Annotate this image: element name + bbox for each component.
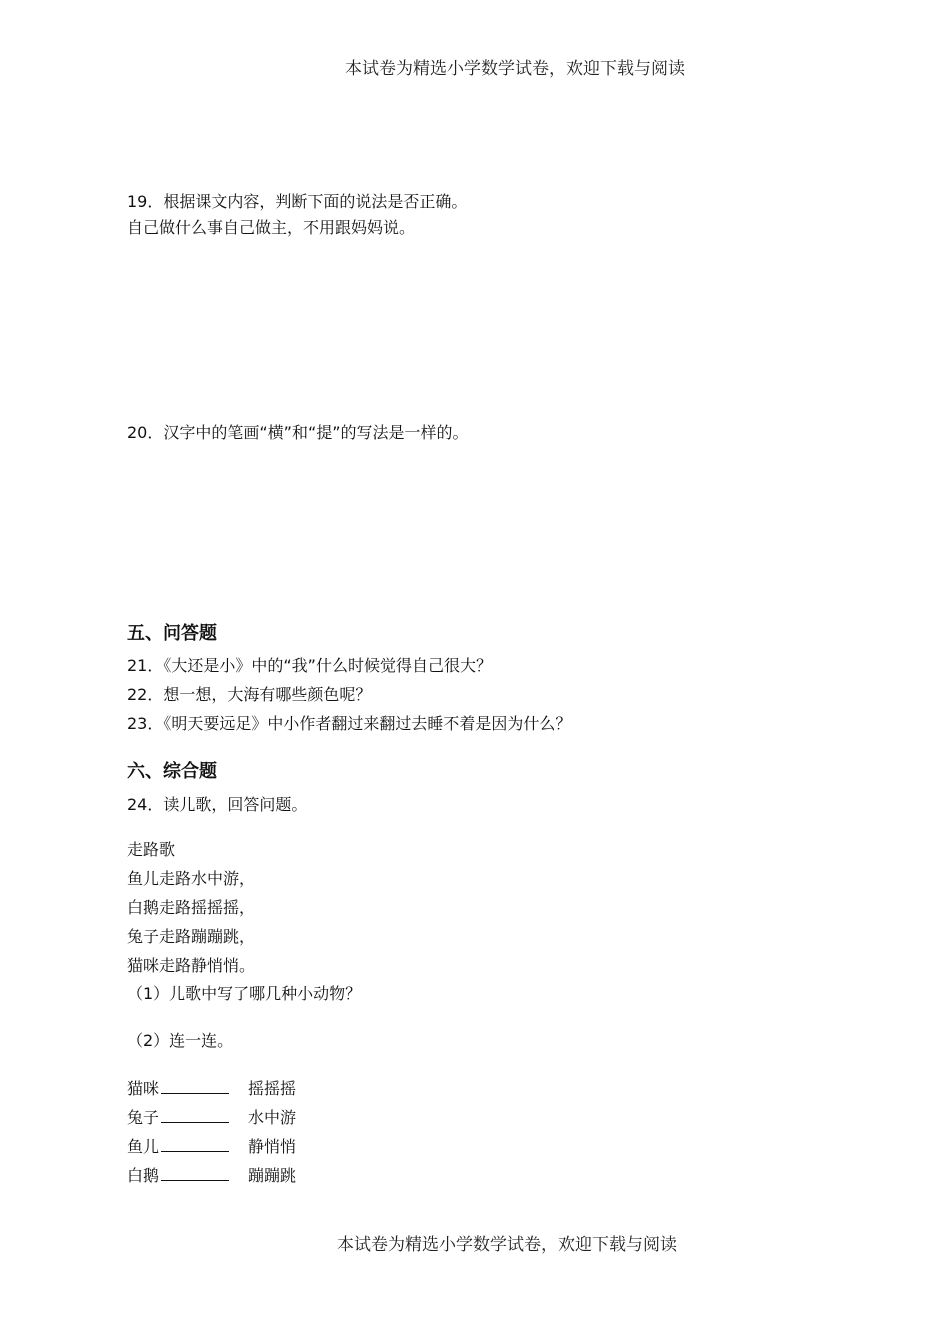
question-number: 21．	[127, 656, 164, 675]
question-number: 19．	[127, 192, 164, 211]
page-header: 本试卷为精选小学数学试卷，欢迎下载与阅读	[345, 59, 685, 79]
match-left: 鱼儿	[127, 1137, 160, 1156]
sub-question-1: （1）儿歌中写了哪几种小动物？	[127, 984, 362, 1003]
question-text: 汉字中的笔画“横”和“提”的写法是一样的。	[163, 423, 469, 442]
match-row	[127, 1108, 229, 1128]
question-number: 22．	[127, 685, 164, 704]
question-text: 《大还是小》中的“我”什么时候觉得自己很大？	[163, 656, 492, 675]
poem-line: 兔子走路蹦蹦跳，	[127, 927, 256, 946]
answer-blank[interactable]	[161, 1108, 229, 1123]
answer-blank[interactable]	[161, 1166, 229, 1181]
poem-line: 白鹅走路摇摇摇，	[127, 898, 256, 917]
poem-line: 鱼儿走路水中游，	[127, 869, 256, 888]
answer-blank[interactable]	[161, 1137, 229, 1152]
match-row	[127, 1137, 229, 1157]
match-right: 蹦蹦跳	[248, 1166, 297, 1185]
page-footer: 本试卷为精选小学数学试卷，欢迎下载与阅读	[337, 1235, 677, 1255]
question-19-statement: 自己做什么事自己做主，不用跟妈妈说。	[127, 218, 416, 237]
match-left: 白鹅	[127, 1166, 160, 1185]
question-text: 想一想，大海有哪些颜色呢？	[163, 685, 372, 704]
question-23	[127, 714, 571, 734]
match-row	[127, 1166, 229, 1186]
question-number: 20．	[127, 423, 164, 442]
poem-line: 猫咪走路静悄悄。	[127, 956, 256, 975]
match-left: 兔子	[127, 1108, 160, 1127]
poem-title: 走路歌	[127, 840, 176, 859]
question-number: 23．	[127, 714, 164, 733]
section-6-title: 六、综合题	[127, 761, 217, 782]
question-text: 《明天要远足》中小作者翻过来翻过去睡不着是因为什么？	[163, 714, 572, 733]
question-text: 读儿歌，回答问题。	[163, 795, 308, 814]
question-22	[127, 685, 371, 705]
sub-question-2: （2）连一连。	[127, 1031, 234, 1050]
question-21	[127, 656, 492, 676]
section-5-title: 五、问答题	[127, 623, 217, 644]
match-row	[127, 1079, 229, 1099]
question-19	[127, 192, 467, 212]
match-left: 猫咪	[127, 1079, 160, 1098]
question-number: 24．	[127, 795, 164, 814]
answer-blank[interactable]	[161, 1079, 229, 1094]
question-24	[127, 795, 307, 815]
question-20	[127, 423, 469, 443]
match-right: 水中游	[248, 1108, 297, 1127]
match-right: 摇摇摇	[248, 1079, 297, 1098]
match-right: 静悄悄	[248, 1137, 297, 1156]
question-text: 根据课文内容，判断下面的说法是否正确。	[163, 192, 468, 211]
